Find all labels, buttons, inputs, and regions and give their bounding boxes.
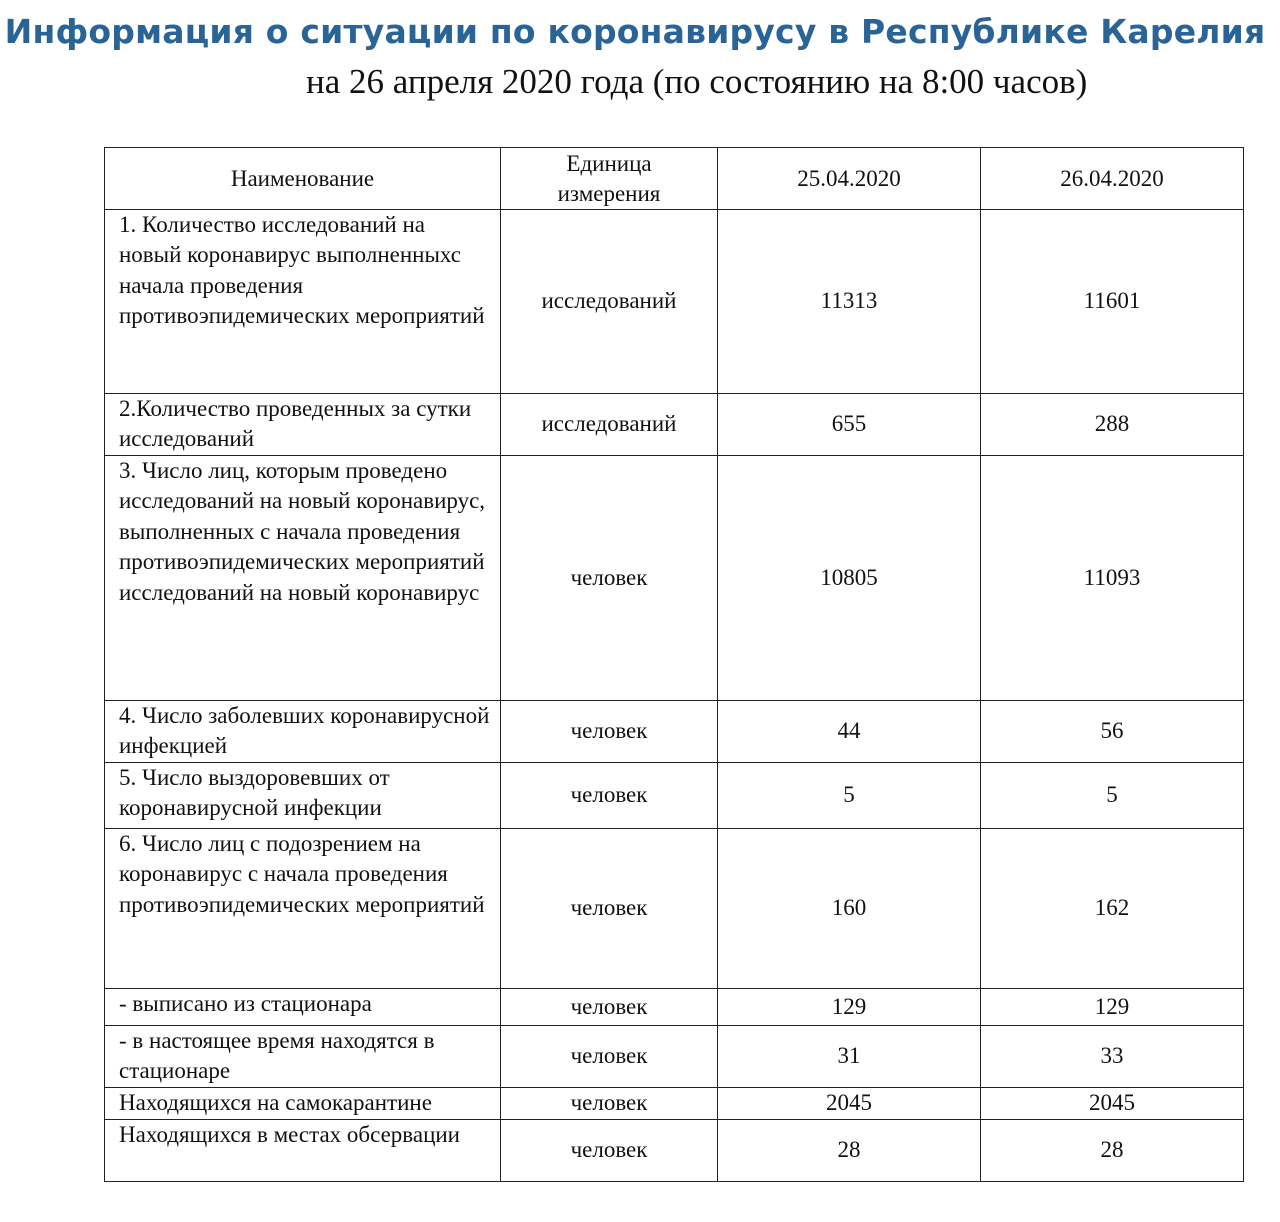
row-value-date-2: 28 — [981, 1120, 1244, 1182]
row-unit: человек — [501, 989, 718, 1026]
row-value-date-2: 56 — [981, 701, 1244, 763]
statistics-table — [104, 147, 1244, 1182]
table-row — [105, 989, 1244, 1026]
table-header-row — [105, 148, 1244, 210]
row-value-date-2: 11601 — [981, 210, 1244, 394]
table-row — [105, 210, 1244, 394]
table-row — [105, 829, 1244, 989]
page-subtitle: на 26 апреля 2020 года (по состоянию на 8:00 часов) — [306, 62, 1088, 101]
row-name: 5. Число выздоровевших от коронавирусной инфекции — [105, 763, 501, 829]
table-row — [105, 1088, 1244, 1120]
row-unit: человек — [501, 829, 718, 989]
table-row — [105, 1120, 1244, 1182]
row-value-date-2: 2045 — [981, 1088, 1244, 1120]
row-value-date-1: 5 — [718, 763, 981, 829]
row-value-date-2: 129 — [981, 989, 1244, 1026]
row-name: 3. Число лиц, которым проведено исследований на новый коронавирус, выполненных с начала проведения противоэпидемических мероприятий исследований на новый коронавирус — [105, 456, 501, 701]
row-unit: исследований — [501, 210, 718, 394]
row-name: 6. Число лиц с подозрением на коронавирус с начала проведения противоэпидемических мероприятий — [105, 829, 501, 989]
row-name: Находящихся в местах обсервации — [105, 1120, 501, 1182]
row-unit: человек — [501, 763, 718, 829]
column-header-date-1: 25.04.2020 — [718, 148, 981, 210]
row-value-date-1: 31 — [718, 1026, 981, 1088]
table-row — [105, 394, 1244, 456]
row-value-date-2: 11093 — [981, 456, 1244, 701]
table-row — [105, 456, 1244, 701]
row-value-date-1: 44 — [718, 701, 981, 763]
row-unit: исследований — [501, 394, 718, 456]
row-value-date-1: 129 — [718, 989, 981, 1026]
row-unit: человек — [501, 1120, 718, 1182]
row-name: 4. Число заболевших коронавирусной инфекцией — [105, 701, 501, 763]
row-value-date-1: 160 — [718, 829, 981, 989]
row-name: 2.Количество проведенных за сутки исследований — [105, 394, 501, 456]
row-value-date-2: 288 — [981, 394, 1244, 456]
row-value-date-1: 655 — [718, 394, 981, 456]
row-value-date-1: 28 — [718, 1120, 981, 1182]
row-value-date-2: 33 — [981, 1026, 1244, 1088]
page-title: Информация о ситуации по коронавирусу в Республике Карелия — [4, 12, 1266, 51]
row-name: 1. Количество исследований на новый коронавирус выполненныхс начала проведения противоэпидемических мероприятий — [105, 210, 501, 394]
row-value-date-2: 162 — [981, 829, 1244, 989]
table-row — [105, 1026, 1244, 1088]
table-row — [105, 763, 1244, 829]
row-value-date-2: 5 — [981, 763, 1244, 829]
row-name: - выписано из стационара — [105, 989, 501, 1026]
column-header-name: Наименование — [105, 148, 501, 210]
column-header-unit: Единица измерения — [501, 148, 718, 210]
row-name: - в настоящее время находятся в стационаре — [105, 1026, 501, 1088]
table-row — [105, 701, 1244, 763]
row-value-date-1: 2045 — [718, 1088, 981, 1120]
column-header-date-2: 26.04.2020 — [981, 148, 1244, 210]
row-unit: человек — [501, 1026, 718, 1088]
row-unit: человек — [501, 456, 718, 701]
row-value-date-1: 10805 — [718, 456, 981, 701]
row-unit: человек — [501, 1088, 718, 1120]
row-value-date-1: 11313 — [718, 210, 981, 394]
row-name: Находящихся на самокарантине — [105, 1088, 501, 1120]
row-unit: человек — [501, 701, 718, 763]
